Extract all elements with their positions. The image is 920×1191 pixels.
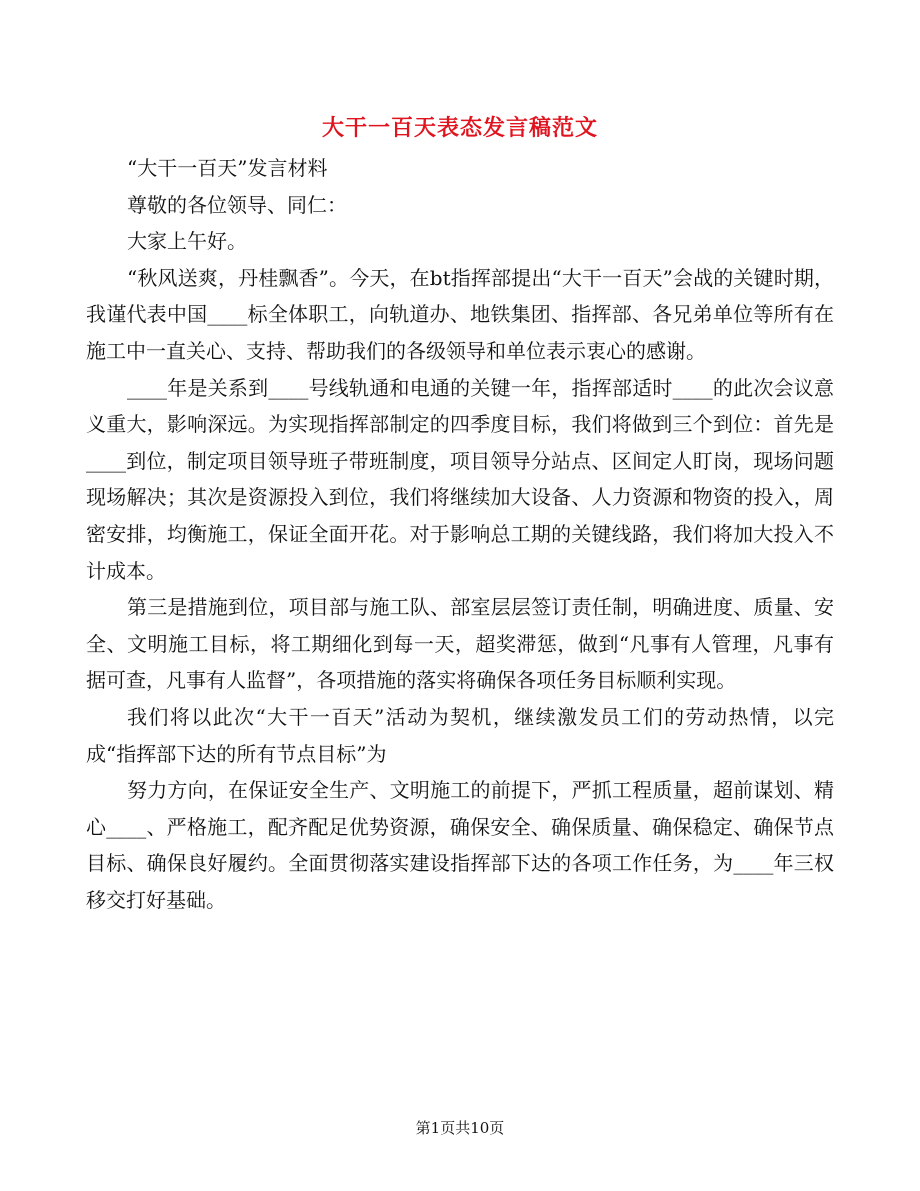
paragraph-direction: 努力方向，在保证安全生产、文明施工的前提下，严抓工程质量，超前谋划、精心____、严格施工，配齐配足优势资源，确保安全、确保质量、确保稳定、确保节点目标、确保良好履约。全面贯彻落实建设指挥部下达的各项工作任务，为____年三权移交打好基础。 xyxy=(86,778,834,912)
paragraph-opportunity: 我们将以此次“大干一百天”活动为契机，继续激发员工们的劳动热情，以完成“指挥部下达的所有节点目标”为 xyxy=(86,704,834,766)
paragraph-greeting: 大家上午好。 xyxy=(127,229,247,254)
document-title: 大干一百天表态发言稿范文 xyxy=(321,115,598,141)
paragraph-heading-material: “大干一百天”发言材料 xyxy=(127,156,328,180)
paragraph-goals: ____年是关系到____号线轨通和电通的关键一年，指挥部适时____的此次会议意义重大，影响深远。为实现指挥部制定的四季度目标，我们将做到三个到位：首先是____到位，制定项目领导班子带班制度，项目领导分站点、区间定人盯岗，现场问题现场解决；其次是资源投入到位，我们将继续加大设备、人力资源和物资的投入，周密安排，均衡施工，保证全面开花。对于影响总工期的关键线路，我们将加大投入不计成本。 xyxy=(86,375,834,583)
paragraph-thanks: “秋风送爽，丹桂飘香”。今天，在bt指挥部提出“大干一百天”会战的关键时期，我谨代表中国____标全体职工，向轨道办、地铁集团、指挥部、各兄弟单位等所有在施工中一直关心、支持、帮助我们的各级领导和单位表示衷心的感谢。 xyxy=(86,265,834,363)
paragraph-salutation: 尊敬的各位领导、同仁： xyxy=(127,192,347,217)
page-number: 第1页共10页 xyxy=(415,1119,505,1137)
document-body xyxy=(86,150,834,918)
paragraph-measures: 第三是措施到位，项目部与施工队、部室层层签订责任制，明确进度、质量、安全、文明施工目标，将工期细化到每一天，超奖滞惩，做到“凡事有人管理，凡事有据可查，凡事有人监督”，各项措施的落实将确保各项任务目标顺利实现。 xyxy=(86,595,834,693)
